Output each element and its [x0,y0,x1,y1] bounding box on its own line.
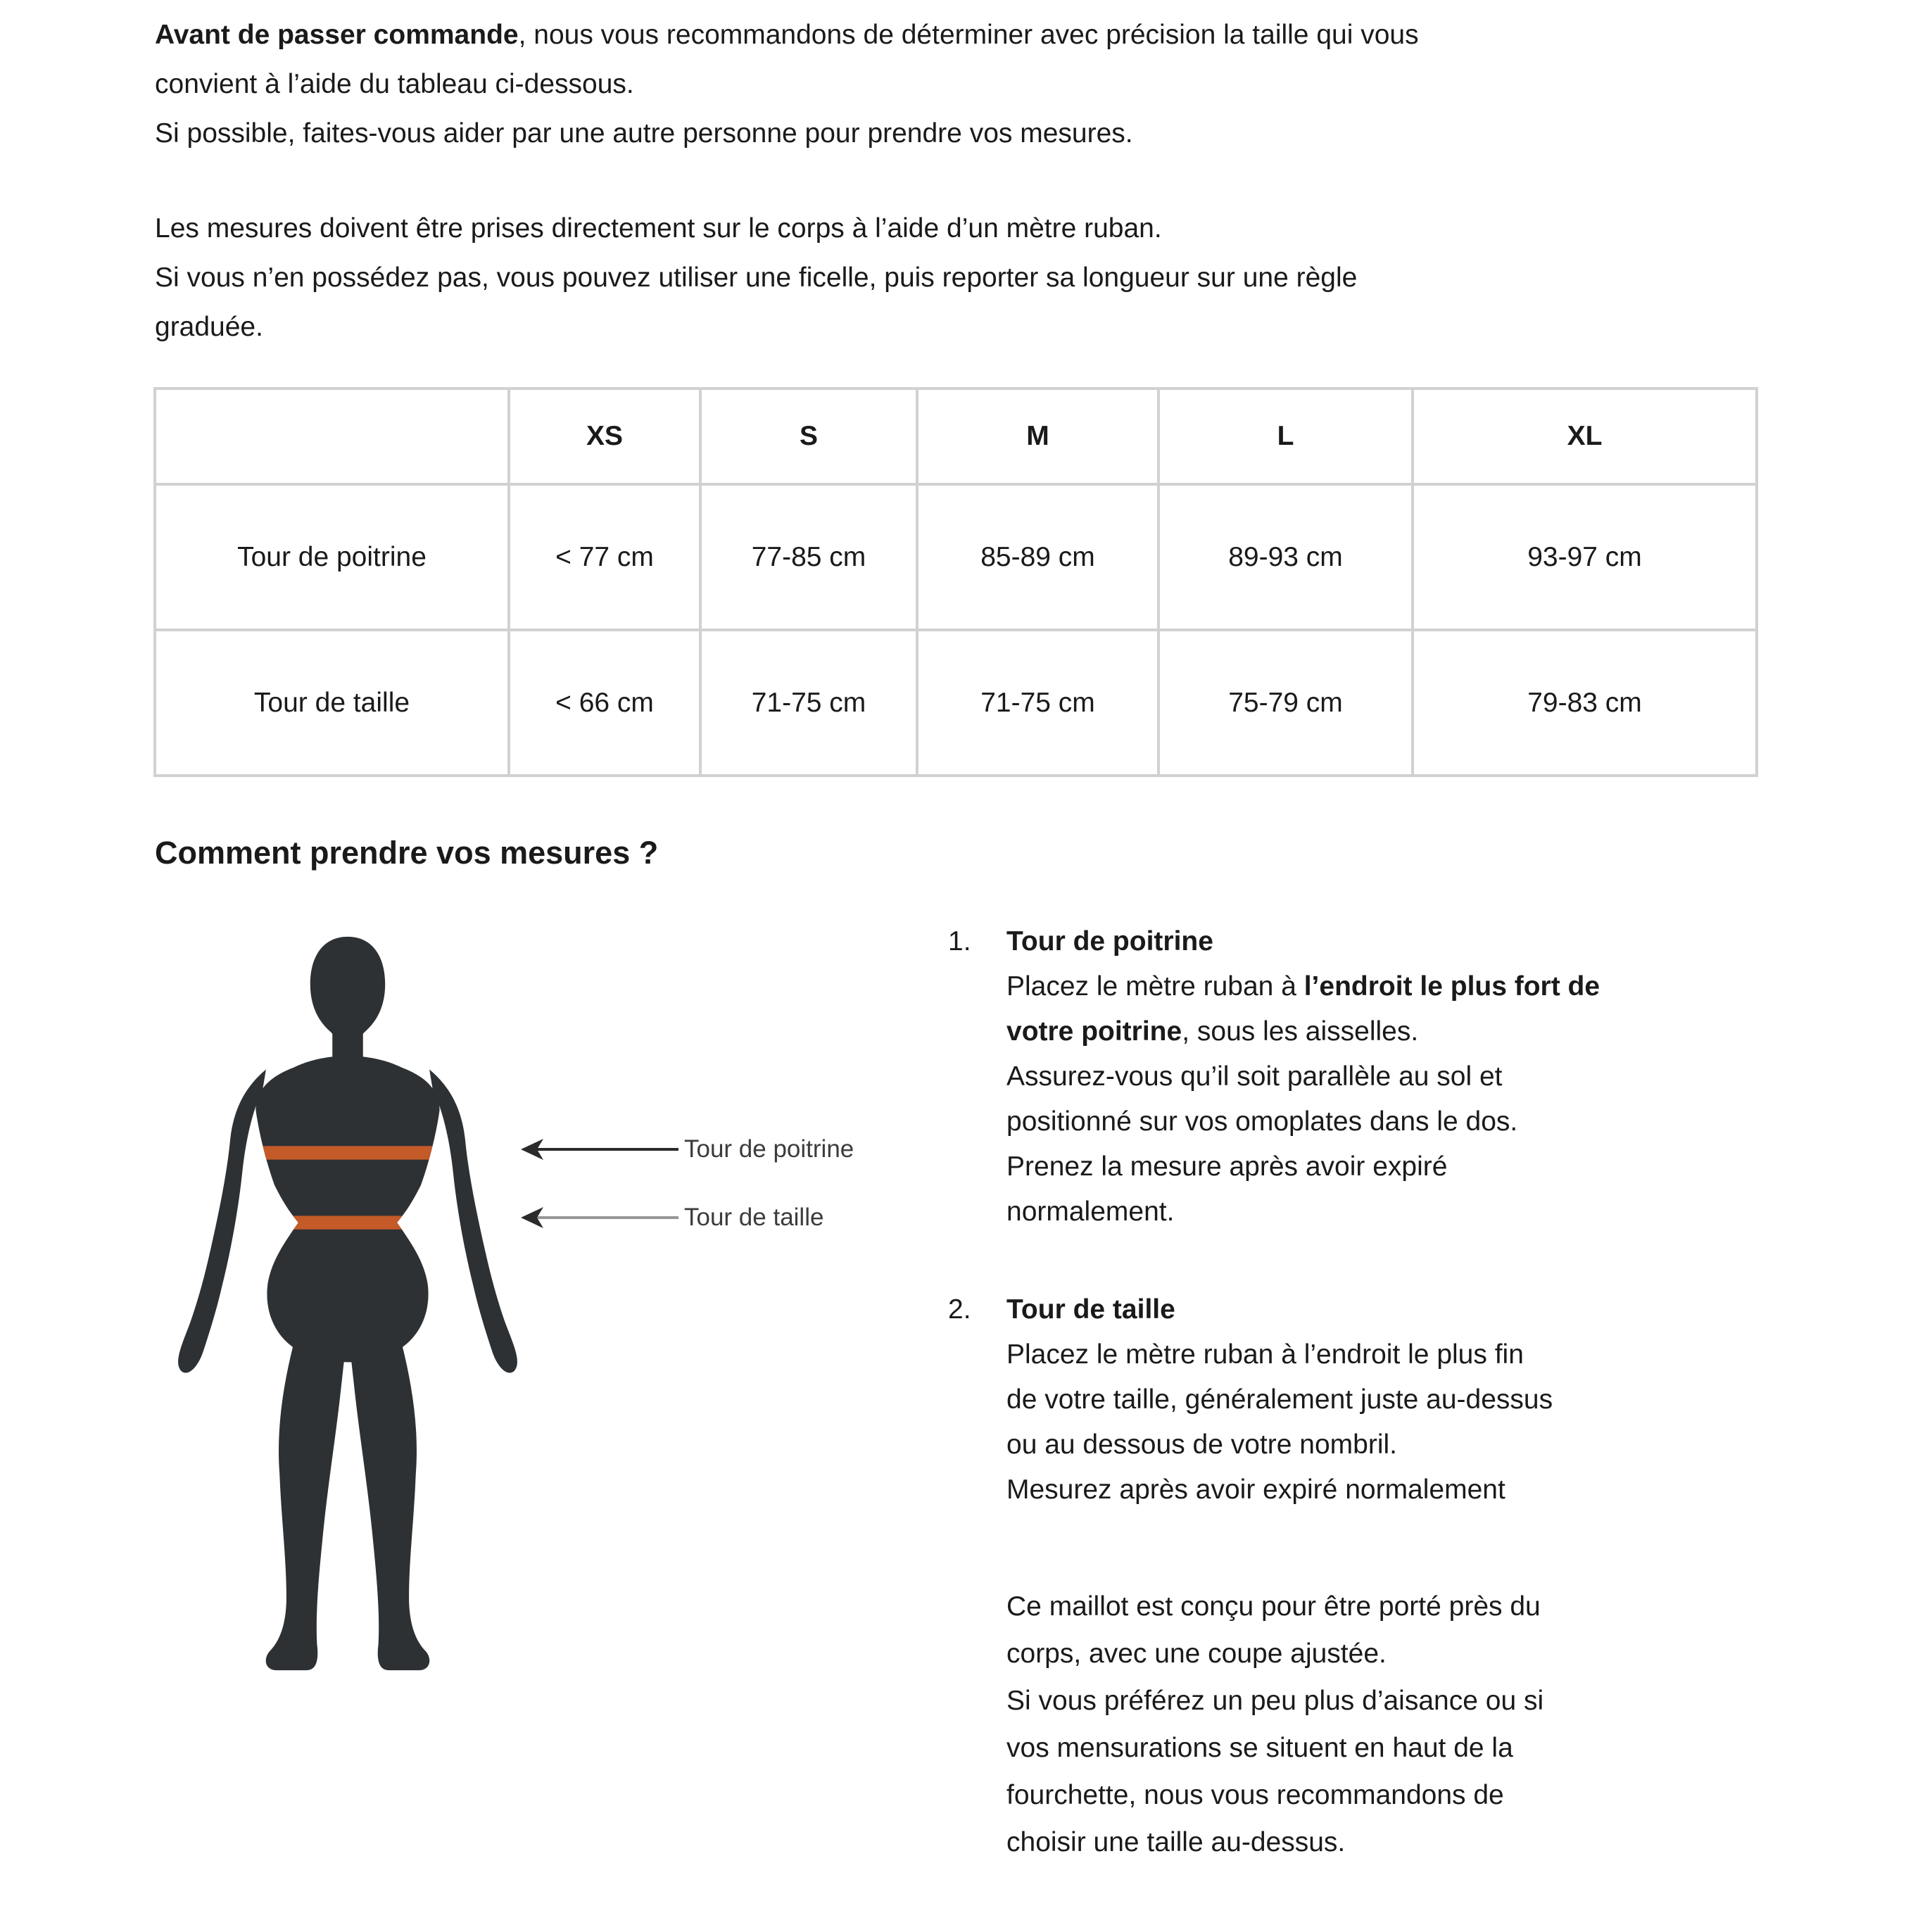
text-line: Prenez la mesure après avoir expiré [1006,1151,1448,1182]
instruction-text-waist [1006,1332,1553,1513]
waist-left-arrow-icon [518,1204,680,1232]
chest-figure-label: Tour de poitrine [684,1135,854,1163]
instruction-title-chest: Tour de poitrine [1006,926,1213,956]
table-cell: < 66 cm [509,630,700,776]
text-line: fourchette, nous vous recommandons de [1006,1780,1504,1810]
table-cell: < 77 cm [509,484,700,630]
waist-figure-label: Tour de taille [684,1204,824,1231]
text-line: Placez le mètre ruban à l’endroit le plus fort de [1006,971,1600,1002]
table-row-chest [155,484,1757,630]
text-line: convient à l’aide du tableau ci-dessous. [155,69,634,99]
table-header-empty [155,389,509,484]
text-line: ou au dessous de votre nombril. [1006,1429,1397,1460]
text-line: de votre taille, généralement juste au-dessus [1006,1384,1553,1415]
table-header-xl: XL [1413,389,1757,484]
text-line: corps, avec une coupe ajustée. [1006,1639,1387,1669]
waist-measure-band [229,1216,467,1229]
table-cell: 89-93 cm [1158,484,1413,630]
table-cell: 71-75 cm [700,630,917,776]
size-table [153,387,1758,777]
size-table-header-row [155,389,1757,484]
instruction-item-waist [948,1287,1757,1513]
text-line: Si vous n’en possédez pas, vous pouvez utiliser une ficelle, puis reporter sa longueur sur une règle [155,263,1358,293]
table-header-s: S [700,389,917,484]
intro-paragraph-2 [155,204,1357,352]
instruction-item-chest [948,919,1757,1235]
table-cell: 71-75 cm [917,630,1158,776]
intro-paragraph-1 [155,11,1419,158]
text-line: choisir une taille au-dessus. [1006,1827,1346,1857]
text-line: vos mensurations se situent en haut de la [1006,1733,1513,1763]
table-cell: 93-97 cm [1413,484,1757,630]
table-cell: 77-85 cm [700,484,917,630]
text-line: Si vous préférez un peu plus d’aisance ou si [1006,1686,1544,1716]
instructions-column [948,919,1757,1866]
chest-measure-band [229,1146,467,1159]
list-number: 2. [948,1294,971,1325]
table-cell: 75-79 cm [1158,630,1413,776]
text-line: Placez le mètre ruban à l’endroit le plus fin [1006,1339,1524,1370]
body-silhouette-image [160,933,535,1682]
text-line: Assurez-vous qu’il soit parallèle au sol et [1006,1061,1503,1092]
list-number: 1. [948,926,971,956]
text-line: graduée. [155,312,263,342]
text-line: normalement. [1006,1197,1175,1227]
silhouette-body-shape [178,937,517,1670]
table-row-waist [155,630,1757,776]
text-line: Les mesures doivent être prises directement sur le corps à l’aide d’un mètre ruban. [155,213,1162,244]
section-heading: Comment prendre vos mesures ? [155,835,659,871]
measurement-figure [155,922,901,1717]
table-cell: 79-83 cm [1413,630,1757,776]
table-header-m: M [917,389,1158,484]
chest-left-arrow-icon [518,1135,680,1163]
row-label-waist: Tour de taille [155,630,509,776]
instruction-title-waist: Tour de taille [1006,1294,1175,1325]
text-line: votre poitrine, sous les aisselles. [1006,1016,1419,1047]
text-line: Ce maillot est conçu pour être porté près du [1006,1591,1541,1622]
text-line: Si possible, faites-vous aider par une autre personne pour prendre vos mesures. [155,118,1133,149]
fit-advice-paragraph [1006,1583,1757,1866]
text-line: positionné sur vos omoplates dans le dos. [1006,1106,1518,1137]
table-header-l: L [1158,389,1413,484]
text-line: Mesurez après avoir expiré normalement [1006,1475,1505,1505]
text-line: Avant de passer commande, nous vous recommandons de déterminer avec précision la taille qui vous [155,20,1419,50]
instruction-body [1006,919,1600,1235]
instruction-text-chest [1006,964,1600,1235]
table-cell: 85-89 cm [917,484,1158,630]
row-label-chest: Tour de poitrine [155,484,509,630]
instruction-body [1006,1287,1553,1513]
table-header-xs: XS [509,389,700,484]
